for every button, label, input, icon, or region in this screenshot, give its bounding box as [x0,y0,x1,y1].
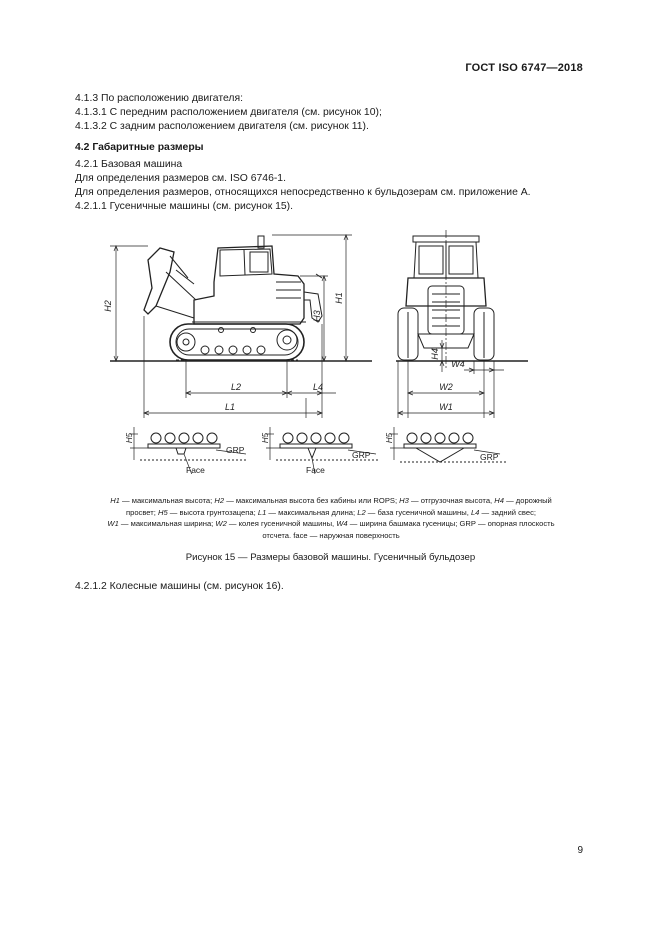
legend-segment: — высота грунтозацепа; [167,507,258,517]
label-grp-2: GRP [352,450,371,460]
legend-segment: L4 [470,507,480,517]
bulldozer-dimension-figure [96,222,570,474]
legend-line [46,495,616,507]
legend-segment: H5 [157,507,168,517]
legend-line [46,518,616,530]
label-l1: L1 [224,402,236,412]
label-h3: H3 [312,310,322,322]
bulldozer-front-view [398,230,494,370]
legend-segment: H3 [399,496,409,505]
label-l2: L2 [230,382,242,392]
clause-4-2-1-1: 4.2.1.1 Гусеничные машины (см. рисунок 15). [75,201,294,212]
figure-caption: Рисунок 15 — Размеры базовой машины. Гусеничный бульдозер [185,552,476,563]
legend-segment: W2 [215,519,227,528]
legend-line [46,507,616,519]
clause-4-1-3-1: 4.1.3.1 С передним расположением двигателя (см. рисунок 10); [75,107,382,118]
bulldozer-side-view [144,236,322,360]
label-h5-1: H5 [125,432,134,444]
label-w2: W2 [439,382,453,392]
legend-segment: — отгрузочная высота, [408,496,495,505]
paragraph-iso-ref: Для определения размеров см. ISO 6746-1. [75,173,286,184]
label-w1: W1 [439,402,453,412]
legend-segment: — максимальная высота; [119,496,215,505]
label-l4: L4 [312,382,324,392]
label-grp-1: GRP [226,445,245,455]
label-w4: W4 [451,359,465,369]
legend-segment: просвет; [125,507,158,517]
figure-legend [46,495,616,541]
legend-segment: W4 [336,519,348,528]
legend-segment: L1 [257,507,267,517]
legend-segment: H2 [214,496,225,505]
legend-segment: H4 [494,496,504,505]
clause-4-2-1: 4.2.1 Базовая машина [75,159,183,170]
legend-segment: W1 [107,519,119,528]
label-h4: H4 [430,348,440,360]
legend-segment: — дорожный [503,496,552,505]
legend-segment: — максимальная длина; [266,507,358,517]
section-heading-4-2: 4.2 Габаритные размеры [75,142,204,153]
legend-segment: — ширина башмака гусеницы; GRP — опорная плоскость [347,519,555,528]
legend-segment: — максимальная ширина; [118,519,216,528]
legend-segment: отсчета. face — наружная поверхность [262,530,400,540]
clause-4-2-1-2: 4.2.1.2 Колесные машины (см. рисунок 16). [75,581,284,592]
legend-segment: — база гусеничной машины, [365,507,471,517]
label-face-2: Face [306,465,325,474]
label-face-1: Face [186,465,205,474]
label-grp-3: GRP [480,452,499,462]
legend-segment: — колея гусеничной машины, [226,519,337,528]
clause-4-1-3: 4.1.3 По расположению двигателя: [75,93,244,104]
legend-segment: — задний свес; [479,507,537,517]
clause-4-1-3-2: 4.1.3.2 С задним расположением двигателя (см. рисунок 11). [75,121,369,132]
legend-segment: L2 [357,507,366,517]
label-h5-2: H5 [261,432,270,444]
label-h5-3: H5 [385,432,394,444]
label-h1: H1 [334,292,344,304]
legend-segment: H1 [110,496,120,505]
legend-line [46,530,616,542]
label-h2: H2 [103,300,113,312]
page-number: 9 [577,845,583,856]
paragraph-annex-ref: Для определения размеров, относящихся непосредственно к бульдозерам см. приложение А. [75,187,531,198]
legend-segment: — максимальная высота без кабины или ROPS; [224,496,400,505]
document-header: ГОСТ ISO 6747—2018 [465,62,583,74]
